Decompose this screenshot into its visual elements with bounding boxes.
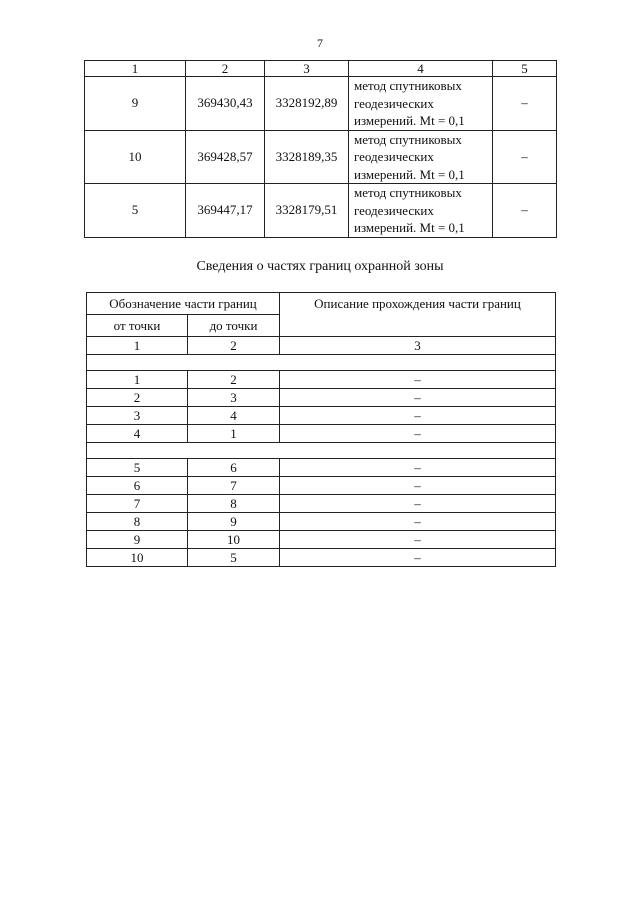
method-line: измерений. Mt = 0,1 <box>354 113 465 128</box>
from-point: 2 <box>87 389 188 407</box>
method-cell <box>349 77 493 131</box>
from-point: 8 <box>87 513 188 531</box>
part-description: – <box>280 549 556 567</box>
x-coordinate: 369428,57 <box>186 130 265 184</box>
x-coordinate: 369430,43 <box>186 77 265 131</box>
point-number: 5 <box>85 184 186 238</box>
method-line: метод спутниковых <box>354 185 462 200</box>
part-description: – <box>280 389 556 407</box>
group-header: Обозначение части границ <box>87 293 280 315</box>
parts-header-row <box>87 293 556 315</box>
method-line: измерений. Mt = 0,1 <box>354 220 465 235</box>
to-point: 1 <box>188 425 280 443</box>
group-separator-row <box>87 355 556 371</box>
part-description: – <box>280 513 556 531</box>
column-number: 2 <box>186 61 265 77</box>
to-point: 9 <box>188 513 280 531</box>
coordinates-row <box>85 130 557 184</box>
method-cell <box>349 130 493 184</box>
column-number: 1 <box>85 61 186 77</box>
coordinates-header-row <box>85 61 557 77</box>
page-number: 7 <box>317 36 323 50</box>
point-number: 9 <box>85 77 186 131</box>
column-number: 2 <box>188 337 280 355</box>
method-line: метод спутниковых <box>354 131 462 147</box>
from-point: 7 <box>87 495 188 513</box>
coordinates-table <box>84 60 557 238</box>
to-point: 8 <box>188 495 280 513</box>
column-number: 5 <box>493 61 557 77</box>
method-line: метод спутниковых <box>354 78 462 93</box>
boundary-part-row <box>87 513 556 531</box>
boundary-part-row <box>87 477 556 495</box>
from-point: 10 <box>87 549 188 567</box>
part-description: – <box>280 425 556 443</box>
to-point: 5 <box>188 549 280 567</box>
coordinates-row <box>85 184 557 238</box>
boundary-parts-table <box>86 292 556 567</box>
group-separator-row <box>87 443 556 459</box>
note-cell: – <box>493 184 557 238</box>
to-point: 4 <box>188 407 280 425</box>
boundary-part-row <box>87 425 556 443</box>
boundary-part-row <box>87 371 556 389</box>
parts-column-numbers-row <box>87 337 556 355</box>
group-separator <box>87 443 556 459</box>
description-header: Описание прохождения части границ <box>280 293 556 337</box>
boundary-part-row <box>87 531 556 549</box>
section-title: Сведения о частях границ охранной зоны <box>196 259 444 274</box>
part-description: – <box>280 477 556 495</box>
y-coordinate: 3328189,35 <box>265 130 349 184</box>
boundary-part-row <box>87 459 556 477</box>
note-cell: – <box>493 130 557 184</box>
from-point: 1 <box>87 371 188 389</box>
method-line: геодезических <box>354 202 434 218</box>
part-description: – <box>280 531 556 549</box>
to-point-header: до точки <box>188 315 280 337</box>
note-cell: – <box>493 77 557 131</box>
to-point: 2 <box>188 371 280 389</box>
method-line: геодезических <box>354 95 434 111</box>
y-coordinate: 3328179,51 <box>265 184 349 238</box>
y-coordinate: 3328192,89 <box>265 77 349 131</box>
to-point: 3 <box>188 389 280 407</box>
part-description: – <box>280 371 556 389</box>
column-number: 1 <box>87 337 188 355</box>
method-cell <box>349 184 493 238</box>
to-point: 10 <box>188 531 280 549</box>
from-point: 3 <box>87 407 188 425</box>
x-coordinate: 369447,17 <box>186 184 265 238</box>
method-line: геодезических <box>354 149 434 164</box>
method-line: измерений. Mt = 0,1 <box>354 166 465 182</box>
part-description: – <box>280 407 556 425</box>
from-point: 6 <box>87 477 188 495</box>
boundary-part-row <box>87 495 556 513</box>
from-point: 9 <box>87 531 188 549</box>
column-number: 3 <box>265 61 349 77</box>
column-number: 4 <box>349 61 493 77</box>
from-point: 4 <box>87 425 188 443</box>
coordinates-row <box>85 77 557 131</box>
from-point: 5 <box>87 459 188 477</box>
part-description: – <box>280 459 556 477</box>
group-separator <box>87 355 556 371</box>
boundary-part-row <box>87 407 556 425</box>
boundary-part-row <box>87 549 556 567</box>
part-description: – <box>280 495 556 513</box>
from-point-header: от точки <box>87 315 188 337</box>
point-number: 10 <box>85 130 186 184</box>
to-point: 7 <box>188 477 280 495</box>
boundary-part-row <box>87 389 556 407</box>
to-point: 6 <box>188 459 280 477</box>
column-number: 3 <box>280 337 556 355</box>
